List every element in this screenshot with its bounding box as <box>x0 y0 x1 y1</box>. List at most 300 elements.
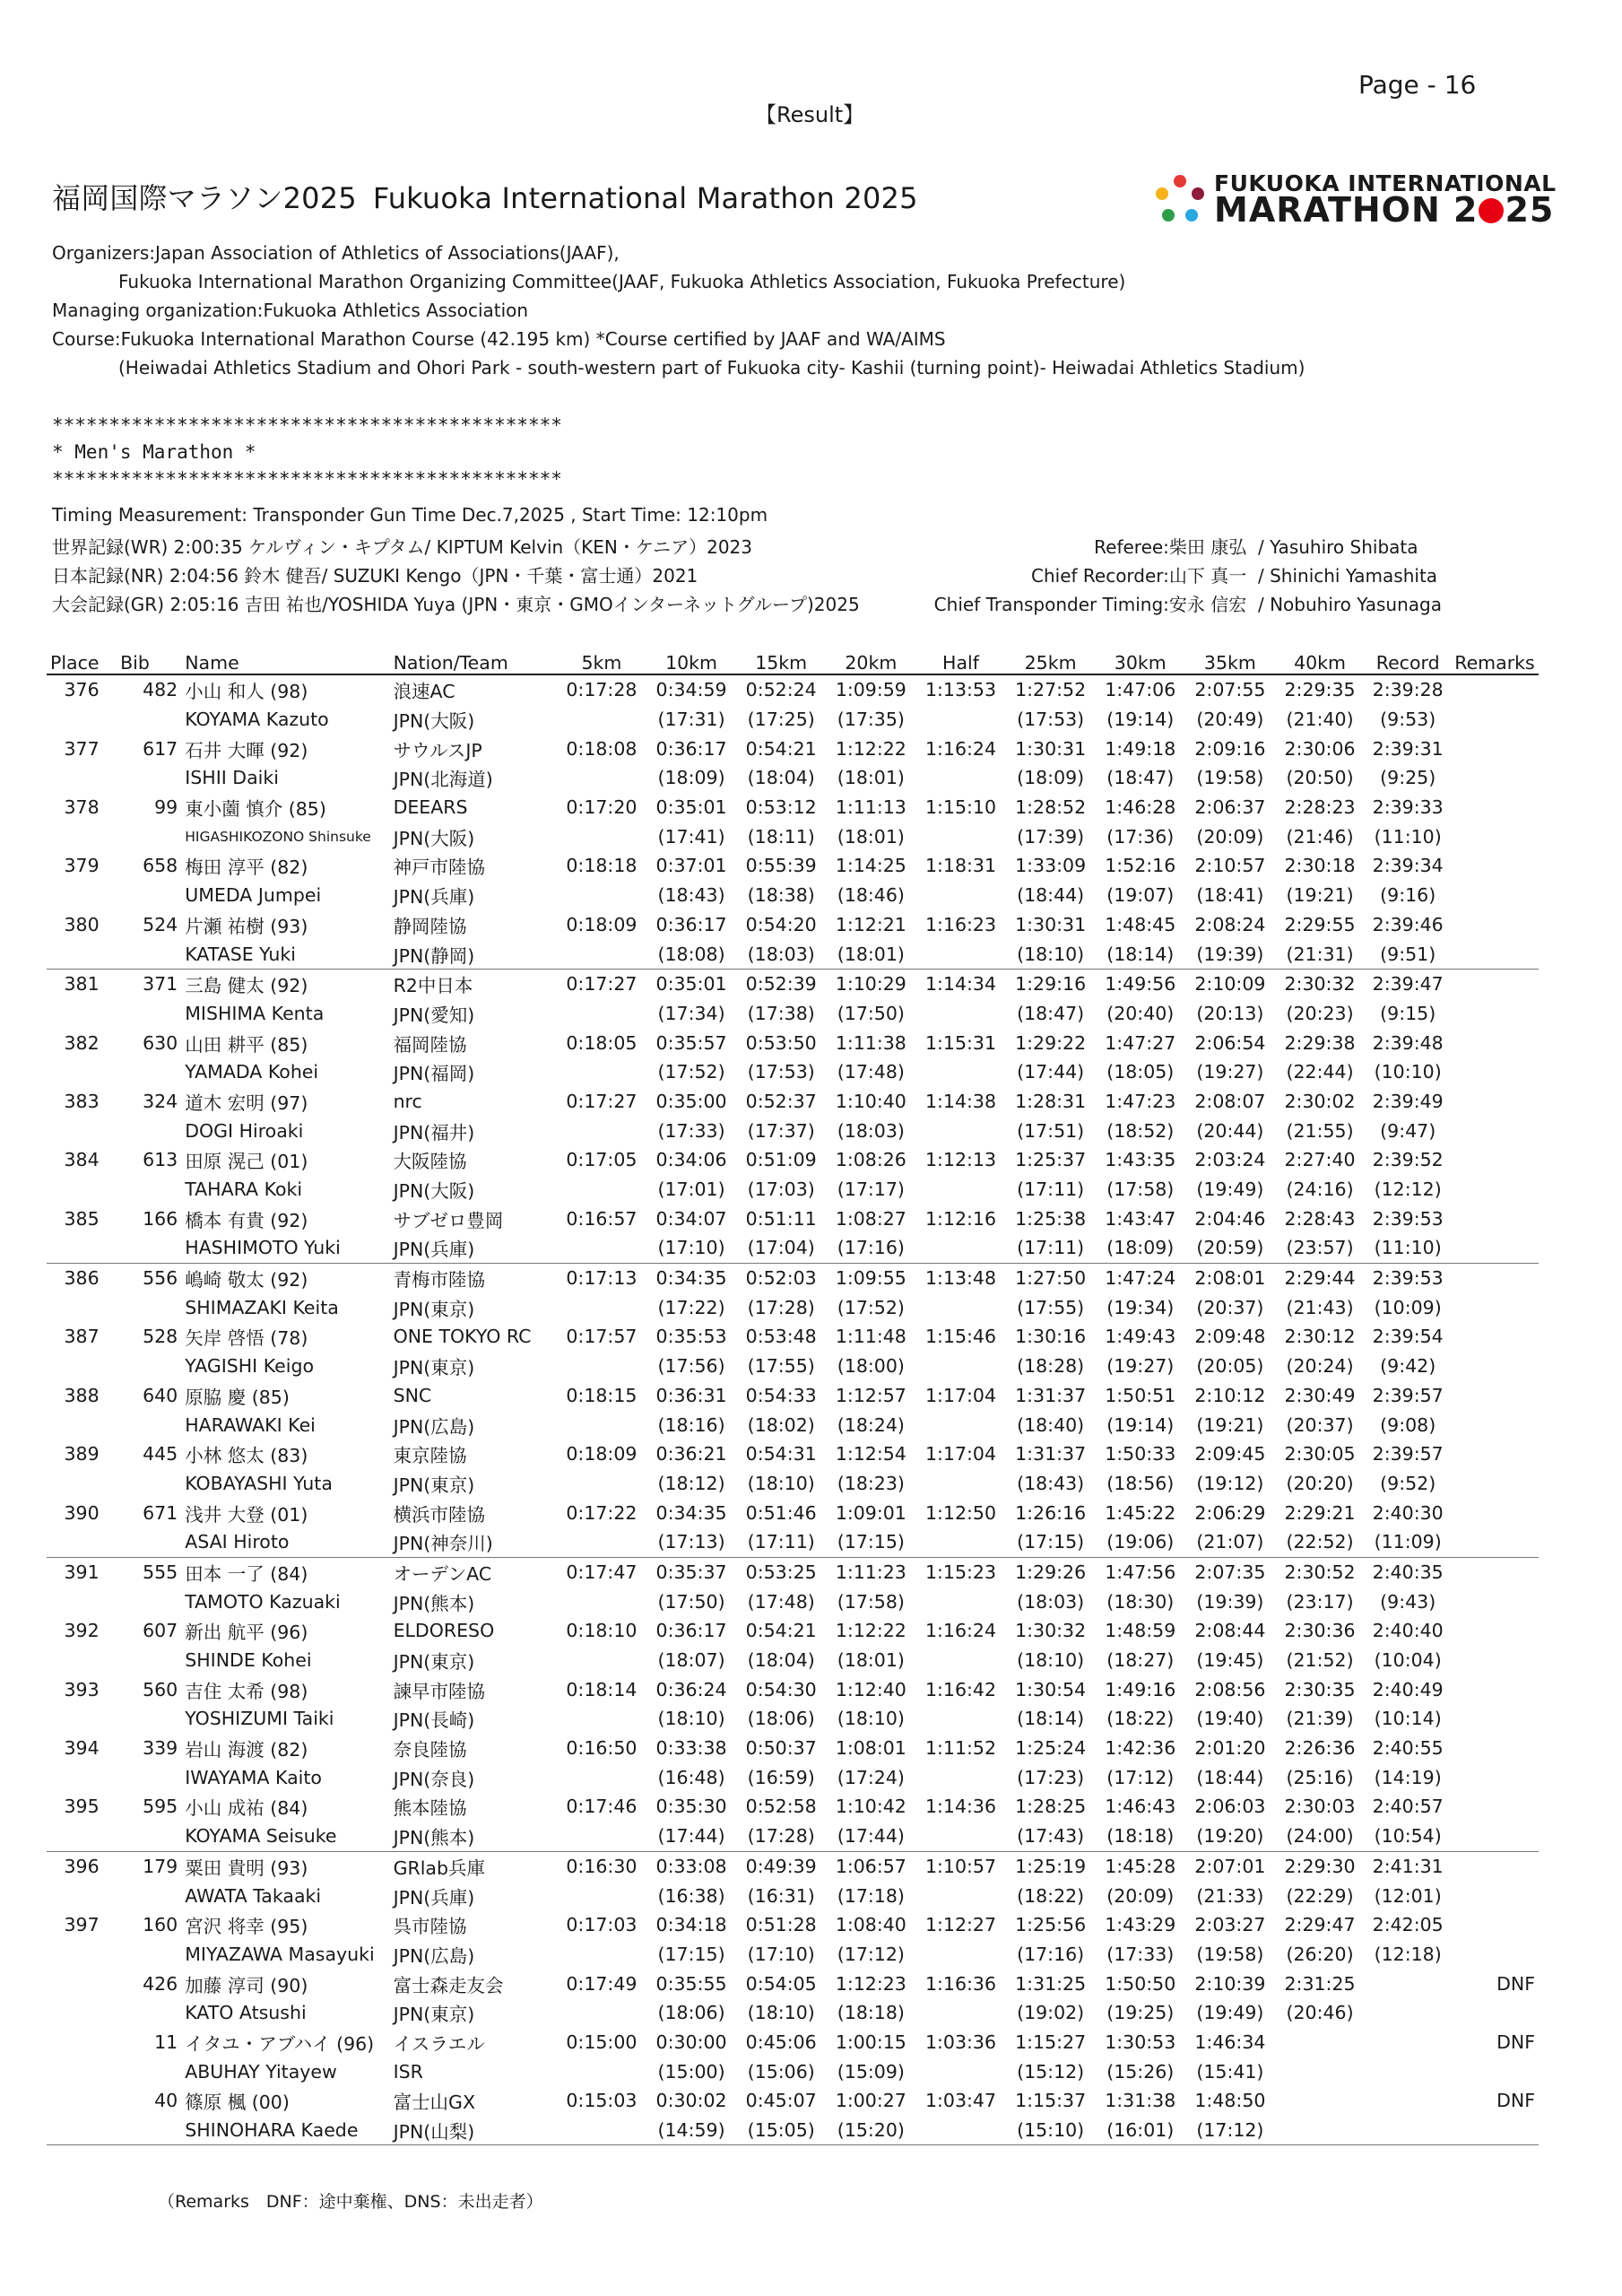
place-empty <box>47 2057 117 2086</box>
split-record: 2:39:52 <box>1372 1149 1444 1171</box>
split-20km: 1:10:29 <box>835 973 906 996</box>
bib: 99 <box>154 796 178 819</box>
result-label: 【Result】 <box>755 102 865 127</box>
lap-record: (10:09) <box>1374 1296 1442 1318</box>
lap-30km: (17:33) <box>1106 1943 1175 1965</box>
remarks-empty <box>1451 999 1539 1029</box>
split-30km: 1:52:16 <box>1105 855 1176 877</box>
lap-25km: (18:14) <box>1017 1708 1085 1730</box>
bib: 617 <box>143 737 178 760</box>
split-10km: 0:35:01 <box>655 973 727 996</box>
split-record <box>1365 2086 1451 2116</box>
split-15km: 0:52:37 <box>745 1090 817 1112</box>
team: サブゼロ豊岡 <box>393 1209 504 1231</box>
name-en: MIYAZAWA Masayuki <box>185 1943 375 1965</box>
bib: 482 <box>143 679 178 701</box>
split-record: 2:39:49 <box>1372 1090 1444 1112</box>
split-20km: 1:12:57 <box>835 1384 906 1406</box>
lap-10km: (17:22) <box>657 1296 725 1318</box>
remarks <box>1451 793 1539 822</box>
split-30km: 1:48:59 <box>1105 1620 1176 1642</box>
name-en: YAGISHI Keigo <box>185 1355 315 1378</box>
bib-empty <box>117 999 181 1029</box>
split-20km: 1:06:57 <box>835 1855 906 1877</box>
split-35km: 2:03:24 <box>1194 1149 1266 1171</box>
logo-line1: FUKUOKA INTERNATIONAL <box>1214 170 1557 196</box>
name-jp: 橋本 有貴 (92) <box>185 1209 308 1231</box>
table-row-detail <box>47 1881 1539 1910</box>
place: 392 <box>64 1620 100 1642</box>
bib: 166 <box>143 1207 178 1230</box>
split-10km: 0:36:31 <box>655 1384 727 1406</box>
table-row <box>47 793 1539 822</box>
place: 385 <box>64 1207 100 1230</box>
team: 静岡陸協 <box>393 915 467 937</box>
split-35km: 2:10:39 <box>1194 1972 1266 1995</box>
split-half: 1:03:47 <box>924 2090 996 2112</box>
lap-35km: (19:12) <box>1196 1472 1264 1494</box>
remarks <box>1451 910 1539 940</box>
remarks-empty <box>1451 2057 1539 2086</box>
split-5km: 0:17:28 <box>566 679 638 701</box>
split-20km: 1:11:23 <box>835 1561 906 1583</box>
table-row <box>47 1969 1539 1998</box>
split-40km: 2:30:32 <box>1284 973 1356 996</box>
split-25km: 1:15:27 <box>1015 2031 1087 2053</box>
split-25km: 1:25:38 <box>1015 1207 1087 1230</box>
col-10km: 10km <box>646 648 736 674</box>
lap-5km <box>557 881 646 910</box>
col-5km: 5km <box>557 648 646 674</box>
name-jp: 新出 航平 (96) <box>185 1622 308 1644</box>
split-20km: 1:12:40 <box>835 1678 906 1700</box>
lap-10km: (18:10) <box>657 1708 725 1730</box>
team: 富士山GX <box>393 2092 475 2114</box>
organizers: Organizers:Japan Association of Athletics of Associations(JAAF), <box>52 242 620 264</box>
logo-people-icon <box>1151 170 1209 228</box>
table-row-detail <box>47 1469 1539 1499</box>
place: 378 <box>64 796 100 819</box>
split-10km: 0:36:21 <box>655 1443 727 1465</box>
lap-20km: (17:35) <box>837 709 905 731</box>
lap-record: (9:25) <box>1380 767 1436 789</box>
lap-20km: (15:09) <box>837 2060 905 2083</box>
remarks-empty <box>1451 1646 1539 1675</box>
split-10km: 0:33:38 <box>655 1737 727 1760</box>
event-name: * Men's Marathon * <box>52 441 256 463</box>
lap-40km: (20:37) <box>1286 1413 1354 1436</box>
split-30km: 1:49:18 <box>1105 737 1176 760</box>
split-5km: 0:18:18 <box>566 855 638 877</box>
split-10km: 0:35:53 <box>655 1326 727 1348</box>
lap-record: (14:19) <box>1374 1766 1442 1788</box>
remarks <box>1451 1204 1539 1233</box>
lap-25km: (17:44) <box>1017 1061 1085 1083</box>
place-empty <box>47 1352 117 1381</box>
name-en: ABUHAY Yitayew <box>185 2060 337 2083</box>
table-row <box>47 1792 1539 1822</box>
lap-30km: (19:14) <box>1106 709 1175 731</box>
table-row-detail <box>47 1352 1539 1381</box>
team: 大阪陸協 <box>393 1151 467 1173</box>
lap-25km: (18:28) <box>1017 1355 1085 1378</box>
remarks <box>1451 1322 1539 1352</box>
lap-15km: (17:38) <box>747 1002 815 1024</box>
place-empty <box>47 2116 117 2145</box>
split-35km: 2:06:54 <box>1194 1031 1266 1054</box>
lap-half <box>915 1998 1005 2028</box>
lap-15km: (16:59) <box>747 1766 815 1788</box>
lap-5km <box>557 1233 646 1263</box>
lap-30km: (18:14) <box>1096 939 1185 969</box>
lap-20km: (18:03) <box>837 1119 905 1142</box>
lap-record: (12:12) <box>1374 1178 1442 1201</box>
table-row <box>47 1734 1539 1763</box>
name-en: HARAWAKI Kei <box>185 1413 316 1436</box>
bib-empty <box>117 1175 181 1205</box>
split-35km: 2:10:57 <box>1194 855 1266 877</box>
lap-10km: (17:52) <box>657 1061 725 1083</box>
split-15km: 0:52:24 <box>745 679 817 701</box>
split-10km: 0:36:17 <box>655 1620 727 1642</box>
bib: 524 <box>143 913 178 935</box>
split-5km: 0:17:05 <box>566 1149 638 1171</box>
team: 奈良陸協 <box>393 1739 467 1761</box>
nation: JPN(熊本) <box>393 1592 475 1614</box>
lap-35km: (19:40) <box>1196 1708 1264 1730</box>
remarks-empty <box>1451 1410 1539 1439</box>
lap-15km: (18:06) <box>747 1708 815 1730</box>
lap-10km: (15:00) <box>657 2060 725 2083</box>
split-half: 1:15:46 <box>924 1326 996 1348</box>
lap-35km: (20:49) <box>1196 709 1264 731</box>
remarks-empty <box>1451 1233 1539 1263</box>
lap-35km: (19:27) <box>1196 1061 1264 1083</box>
split-15km: 0:54:31 <box>745 1443 817 1465</box>
split-35km: 2:09:48 <box>1194 1326 1266 1348</box>
nation: JPN(兵庫) <box>390 1233 557 1263</box>
lap-25km: (15:12) <box>1017 2060 1085 2083</box>
lap-10km: (18:43) <box>657 884 725 907</box>
nation: JPN(愛知) <box>393 1004 475 1026</box>
split-40km: 2:29:38 <box>1284 1031 1356 1054</box>
split-20km: 1:12:22 <box>835 1620 906 1642</box>
split-35km: 2:06:29 <box>1194 1501 1266 1524</box>
bib-empty <box>117 1469 181 1499</box>
bib-empty <box>117 2116 181 2145</box>
remarks <box>1451 1028 1539 1057</box>
place-empty <box>47 1233 117 1263</box>
lap-5km <box>557 822 646 851</box>
name-en: YOSHIZUMI Taiki <box>185 1708 334 1730</box>
split-half: 1:13:48 <box>924 1267 996 1290</box>
place: 377 <box>64 737 100 760</box>
place: 386 <box>64 1267 100 1290</box>
lap-10km: (14:59) <box>646 2116 736 2145</box>
split-30km: 1:49:16 <box>1105 1678 1176 1700</box>
table-row-detail <box>47 1998 1539 2028</box>
lap-10km: (18:07) <box>657 1649 725 1672</box>
bib: 40 <box>154 2090 178 2112</box>
bib-empty <box>117 1881 181 1910</box>
remarks <box>1451 1674 1539 1704</box>
split-5km: 0:17:27 <box>566 1090 638 1112</box>
lap-10km: (17:56) <box>657 1355 725 1378</box>
remarks-empty <box>1451 705 1539 735</box>
name-jp: 浅井 大登 (01) <box>185 1503 308 1526</box>
lap-half <box>915 2057 1005 2086</box>
table-row <box>47 969 1539 998</box>
split-20km: 1:09:01 <box>835 1501 906 1524</box>
split-15km: 0:45:07 <box>745 2090 817 2112</box>
split-half: 1:17:04 <box>924 1443 996 1465</box>
team: DEEARS <box>393 796 468 819</box>
remarks-empty <box>1451 1998 1539 2028</box>
split-25km: 1:31:37 <box>1015 1384 1087 1406</box>
split-5km: 0:17:47 <box>566 1561 638 1583</box>
split-35km: 1:46:34 <box>1194 2031 1266 2053</box>
split-record: 2:42:05 <box>1372 1914 1444 1936</box>
lap-15km: (17:48) <box>747 1590 815 1613</box>
split-25km: 1:25:37 <box>1015 1149 1087 1171</box>
name-jp: 田原 滉己 (01) <box>185 1151 308 1173</box>
lap-half <box>915 2116 1005 2145</box>
split-15km: 0:49:39 <box>745 1855 817 1877</box>
place-empty <box>47 763 117 793</box>
lap-15km: (17:04) <box>736 1233 826 1263</box>
split-25km: 1:28:52 <box>1015 796 1087 819</box>
lap-20km: (18:00) <box>837 1355 905 1378</box>
place-empty <box>47 1822 117 1851</box>
lap-record: (9:47) <box>1380 1119 1436 1142</box>
lap-10km: (17:01) <box>657 1178 725 1201</box>
lap-record: (10:54) <box>1365 1822 1451 1851</box>
remarks: DNF <box>1496 2090 1535 2112</box>
bib-empty <box>117 1352 181 1381</box>
split-30km: 1:47:06 <box>1105 679 1176 701</box>
lap-20km: (17:15) <box>826 1527 915 1557</box>
lap-10km: (18:06) <box>657 2002 725 2024</box>
split-35km: 2:08:07 <box>1194 1090 1266 1112</box>
lap-5km <box>557 1940 646 1970</box>
col-35km: 35km <box>1185 648 1275 674</box>
lap-25km: (18:43) <box>1017 1472 1085 1494</box>
split-5km: 0:17:46 <box>566 1796 638 1818</box>
lap-record: (9:08) <box>1380 1413 1436 1436</box>
split-35km: 2:08:44 <box>1194 1620 1266 1642</box>
split-record: 2:40:57 <box>1372 1796 1444 1818</box>
bib-empty <box>117 2057 181 2086</box>
place: 384 <box>64 1149 100 1171</box>
lap-10km: (16:48) <box>657 1766 725 1788</box>
logo-line2: MARATHON 2 25 <box>1214 190 1555 230</box>
split-30km: 1:49:43 <box>1105 1326 1176 1348</box>
remarks-empty <box>1451 881 1539 910</box>
team: 青梅市陸協 <box>393 1269 486 1292</box>
bib-empty <box>117 1116 181 1145</box>
nation: JPN(熊本) <box>390 1822 557 1851</box>
remarks-empty <box>1451 1116 1539 1145</box>
lap-25km: (17:39) <box>1017 825 1085 848</box>
split-15km: 0:51:46 <box>745 1501 817 1524</box>
lap-record: (11:09) <box>1365 1527 1451 1557</box>
split-record: 2:39:47 <box>1372 973 1444 996</box>
lap-half <box>915 1646 1005 1675</box>
split-half: 1:12:27 <box>924 1914 996 1936</box>
name-jp: 小山 和人 (98) <box>185 681 308 703</box>
lap-35km: (20:05) <box>1196 1355 1264 1378</box>
lap-25km: (18:10) <box>1017 1649 1085 1672</box>
place-empty <box>47 939 117 969</box>
table-row-detail <box>47 2057 1539 2086</box>
split-30km: 1:50:33 <box>1105 1443 1176 1465</box>
lap-15km: (15:05) <box>736 2116 826 2145</box>
place-empty <box>47 822 117 851</box>
lap-record: (12:01) <box>1374 1884 1442 1907</box>
remarks <box>1451 1792 1539 1822</box>
split-15km: 0:52:39 <box>745 973 817 996</box>
split-35km: 2:07:35 <box>1194 1561 1266 1583</box>
lap-25km: (18:10) <box>1006 939 1096 969</box>
lap-25km: (17:11) <box>1017 1178 1085 1201</box>
table-row-detail <box>47 1233 1539 1263</box>
split-record: 2:41:31 <box>1372 1855 1444 1877</box>
bib-empty <box>117 1527 181 1557</box>
lap-5km <box>557 1587 646 1616</box>
bib: 658 <box>143 855 178 877</box>
place: 376 <box>64 679 100 701</box>
place-empty <box>47 999 117 1029</box>
lap-15km: (18:38) <box>747 884 815 907</box>
table-row <box>47 1381 1539 1411</box>
lap-10km: (18:08) <box>646 939 736 969</box>
lap-20km: (17:18) <box>837 1884 905 1907</box>
name-jp: 東小薗 慎介 (85) <box>185 798 326 821</box>
lap-10km: (17:10) <box>646 1233 736 1263</box>
split-35km: 2:06:03 <box>1194 1796 1266 1818</box>
lap-20km: (17:48) <box>837 1061 905 1083</box>
split-35km: 2:10:09 <box>1194 973 1266 996</box>
table-row-detail <box>47 1527 1539 1557</box>
bib-empty <box>117 1292 181 1322</box>
split-15km: 0:45:06 <box>745 2031 817 2053</box>
lap-40km: (21:43) <box>1286 1296 1354 1318</box>
lap-40km: (20:20) <box>1286 1472 1354 1494</box>
table-row-detail <box>47 1587 1539 1616</box>
split-10km: 0:35:30 <box>655 1796 727 1818</box>
name-en: KOBAYASHI Yuta <box>185 1472 333 1494</box>
nation: JPN(東京) <box>393 2004 475 2026</box>
lap-40km: (21:52) <box>1286 1649 1354 1672</box>
split-15km: 0:53:48 <box>745 1326 817 1348</box>
lap-5km <box>557 1175 646 1205</box>
split-20km: 1:08:01 <box>835 1737 906 1760</box>
lap-10km: (17:33) <box>657 1119 725 1142</box>
col-bib: Bib <box>117 648 181 674</box>
bib: 324 <box>143 1090 178 1112</box>
table-row <box>47 1263 1539 1292</box>
lap-10km: (17:13) <box>646 1527 736 1557</box>
split-15km: 0:50:37 <box>745 1737 817 1760</box>
split-35km: 2:08:56 <box>1194 1678 1266 1700</box>
table-row-detail <box>47 2116 1539 2145</box>
place-empty <box>47 1998 117 2028</box>
bib: 560 <box>143 1678 178 1700</box>
split-10km: 0:35:55 <box>655 1972 727 1995</box>
lap-half <box>915 705 1005 735</box>
table-row <box>47 1204 1539 1233</box>
bib-empty <box>117 1587 181 1616</box>
col-15km: 15km <box>736 648 826 674</box>
split-record: 2:39:28 <box>1372 679 1444 701</box>
team: サウルスJP <box>393 739 482 761</box>
table-row <box>47 674 1539 705</box>
table-row <box>47 1851 1539 1881</box>
remarks-legend: （Remarks DNF：途中棄権、DNS：未出走者） <box>158 2192 543 2212</box>
split-half: 1:16:36 <box>924 1972 996 1995</box>
lap-20km: (17:58) <box>837 1590 905 1613</box>
place: 391 <box>64 1561 100 1583</box>
name-jp: 三島 健太 (92) <box>185 975 308 997</box>
lap-half <box>915 1881 1005 1910</box>
team: SNC <box>393 1384 432 1406</box>
lap-10km: (17:15) <box>657 1943 725 1965</box>
split-25km: 1:27:52 <box>1015 679 1087 701</box>
remarks <box>1451 1851 1539 1881</box>
team: 福岡陸協 <box>393 1033 467 1056</box>
split-40km: 2:27:40 <box>1284 1149 1356 1171</box>
remarks-empty <box>1451 763 1539 793</box>
lap-10km: (17:31) <box>657 709 725 731</box>
split-10km: 0:37:01 <box>655 855 727 877</box>
split-15km: 0:51:28 <box>745 1914 817 1936</box>
bib: 613 <box>143 1149 178 1171</box>
split-half: 1:17:04 <box>924 1384 996 1406</box>
split-half: 1:14:36 <box>924 1796 996 1818</box>
table-row-detail <box>47 881 1539 910</box>
split-15km: 0:54:20 <box>745 913 817 935</box>
organizers-committee: Fukuoka International Marathon Organizing Committee(JAAF, Fukuoka Athletics Association, Fukuoka Prefecture) <box>118 271 1126 292</box>
nation: JPN(東京) <box>393 1298 475 1320</box>
split-5km: 0:16:30 <box>566 1855 638 1877</box>
split-10km: 0:35:57 <box>655 1031 727 1054</box>
split-20km: 1:11:38 <box>835 1031 906 1054</box>
split-15km: 0:53:25 <box>745 1561 817 1583</box>
split-35km: 2:06:37 <box>1194 796 1266 819</box>
official-chief-recorder: Chief Recorder:山下 真一 / Shinichi Yamashita <box>1031 565 1438 587</box>
lap-25km: (18:47) <box>1017 1002 1085 1024</box>
split-35km: 2:08:01 <box>1194 1267 1266 1290</box>
remarks-empty <box>1451 1057 1539 1087</box>
remarks-empty <box>1451 1704 1539 1734</box>
lap-20km: (17:17) <box>837 1178 905 1201</box>
lap-25km: (17:51) <box>1017 1119 1085 1142</box>
lap-record: (10:04) <box>1374 1649 1442 1672</box>
nation: ISR <box>393 2060 423 2083</box>
lap-record: (9:16) <box>1380 884 1436 907</box>
remarks-empty <box>1451 1822 1539 1851</box>
split-5km: 0:17:22 <box>566 1501 638 1524</box>
lap-20km: (17:24) <box>837 1766 905 1788</box>
table-row-detail <box>47 822 1539 851</box>
split-5km: 0:17:20 <box>566 796 638 819</box>
lap-40km: (21:55) <box>1286 1119 1354 1142</box>
lap-15km: (17:53) <box>747 1061 815 1083</box>
lap-35km: (18:41) <box>1196 884 1264 907</box>
split-35km: 2:09:16 <box>1194 737 1266 760</box>
remarks-empty <box>1451 1527 1539 1557</box>
lap-40km: (24:16) <box>1286 1178 1354 1201</box>
